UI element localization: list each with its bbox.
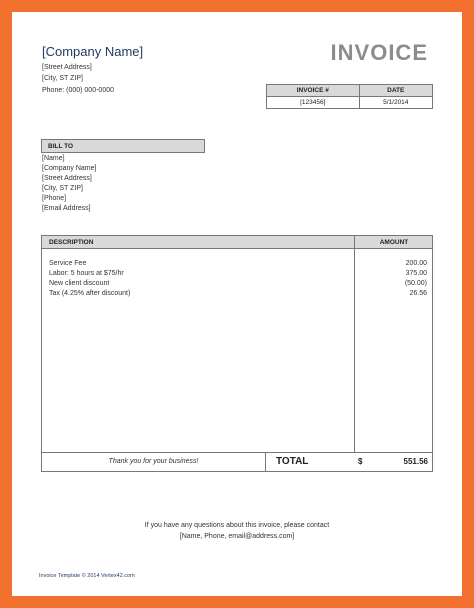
line-items-table [41,235,433,472]
amount-header: AMOUNT [379,239,409,246]
item-description: New client discount [49,280,110,287]
bill-to-name: [Name] [42,155,65,162]
invoice-info-table [266,84,433,109]
item-amount: 200.00 [405,260,427,267]
column-divider [354,236,355,452]
contact-line-1: If you have any questions about this invoice, please contact [144,522,330,529]
thank-you-message: Thank you for your business! [108,458,199,465]
company-street: [Street Address] [42,64,92,71]
description-header: DESCRIPTION [49,239,94,246]
items-header-row [42,236,432,249]
footer-credit: Invoice Template © 2014 Vertex42.com [39,573,135,579]
item-description: Service Fee [49,260,87,267]
bill-to-header: BILL TO [41,139,205,153]
company-city: [City, ST ZIP] [42,75,83,82]
total-row [42,452,432,472]
total-amount: 551.56 [403,457,428,466]
total-currency: $ [358,457,363,466]
bill-to-street: [Street Address] [42,175,92,182]
bill-to-email: [Email Address] [42,205,91,212]
invoice-number: [123456] [267,97,360,109]
item-description: Labor: 5 hours at $75/hr [49,270,124,277]
date-header: DATE [359,85,432,97]
invoice-page [12,12,462,596]
bill-to-city: [City, ST ZIP] [42,185,83,192]
item-amount: 26.56 [409,290,427,297]
total-label: TOTAL [276,456,309,467]
company-name: [Company Name] [42,44,144,59]
bill-to-company: [Company Name] [42,165,97,172]
invoice-date: 5/1/2014 [359,97,432,109]
total-divider [265,453,266,472]
item-amount: (50.00) [404,280,427,287]
item-amount: 375.00 [405,270,427,277]
bill-to-phone: [Phone] [42,195,67,202]
item-description: Tax (4.25% after discount) [49,290,131,297]
company-phone: Phone: (000) 000-0000 [42,87,114,94]
invoice-number-header: INVOICE # [267,85,360,97]
contact-line-2: [Name, Phone, email@address.com] [179,533,295,540]
invoice-title: INVOICE [330,40,428,65]
